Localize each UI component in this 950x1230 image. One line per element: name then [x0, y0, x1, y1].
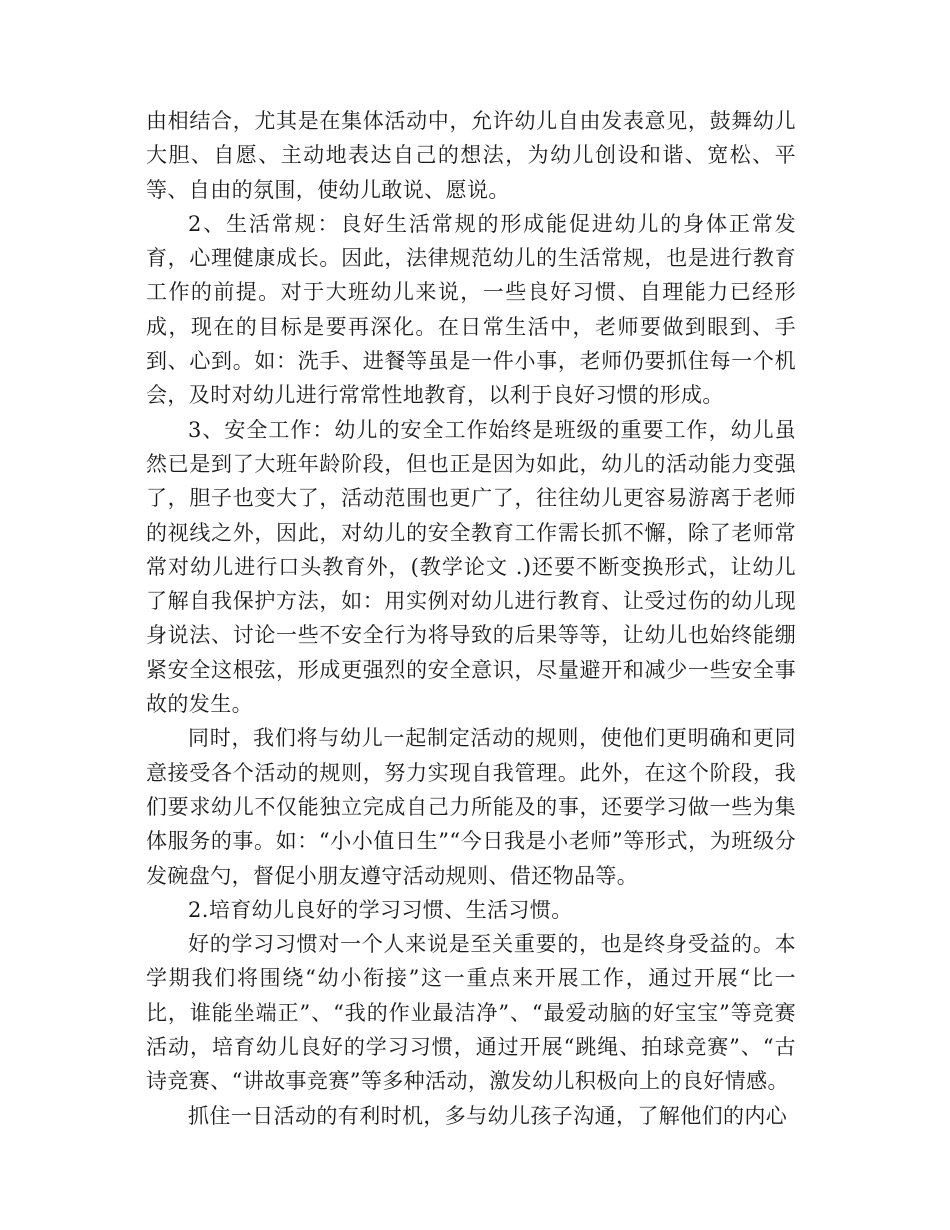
- paragraph-1: 由相结合，尤其是在集体活动中，允许幼儿自由发表意见，鼓舞幼儿大胆、自愿、主动地表达自己的想法，为幼儿创设和谐、宽松、平等、自由的氛围，使幼儿敢说、愿说。: [146, 109, 796, 202]
- paragraph-7: 抓住一日活动的有利时机，多与幼儿孩子沟通，了解他们的内心: [188, 1103, 788, 1128]
- paragraph-2: 2、生活常规：良好生活常规的形成能促进幼儿的身体正常发育，心理健康成长。因此，法律规范幼儿的生活常规，也是进行教育工作的前提。对于大班幼儿来说，一些良好习惯、自理能力已经形成，现在的目标是要再深化。在日常生活中，老师要做到眼到、手到、心到。如：洗手、进餐等虽是一件小事，老师仍要抓住每一个机会，及时对幼儿进行常常性地教育，以利于良好习惯的形成。: [146, 211, 796, 408]
- section-heading-2: 2.培育幼儿良好的学习习惯、生活习惯。: [188, 897, 573, 922]
- paragraph-3: 3、安全工作：幼儿的安全工作始终是班级的重要工作，幼儿虽然已是到了大班年龄阶段，但也正是因为如此，幼儿的活动能力变强了，胆子也变大了，活动范围也更广了，往往幼儿更容易游离于老师的视线之外，因此，对幼儿的安全教育工作需长抓不懈，除了老师常常对幼儿进行口头教育外，(教学论文 .)还要不断变换形式，让幼儿了解自我保护方法，如：用实例对幼儿进行教育、让受过伤的幼儿现身说法、讨论一些不安全行为将导致的后果等等，让幼儿也始终能绷紧安全这根弦，形成更强烈的安全意识，尽量避开和减少一些安全事故的发生。: [146, 417, 796, 717]
- document-body: [146, 104, 796, 1133]
- paragraph-4: 同时，我们将与幼儿一起制定活动的规则，使他们更明确和更同意接受各个活动的规则，努力实现自我管理。此外，在这个阶段，我们要求幼儿不仅能独立完成自己力所能及的事，还要学习做一些为集体服务的事。如：“小小值日生”“今日我是小老师”等形式，为班级分发碗盘勺，督促小朋友遵守活动规则、借还物品等。: [146, 726, 796, 888]
- paragraph-6: 好的学习习惯对一个人来说是至关重要的，也是终身受益的。本学期我们将围绕“幼小衔接”这一重点来开展工作，通过开展“比一比，谁能坐端正”、“我的作业最洁净”、“最爱动脑的好宝宝”等竞赛活动，培育幼儿良好的学习习惯，通过开展“跳绳、拍球竞赛”、“古诗竞赛、“讲故事竞赛”等多种活动，激发幼儿积极向上的良好情感。: [146, 932, 796, 1094]
